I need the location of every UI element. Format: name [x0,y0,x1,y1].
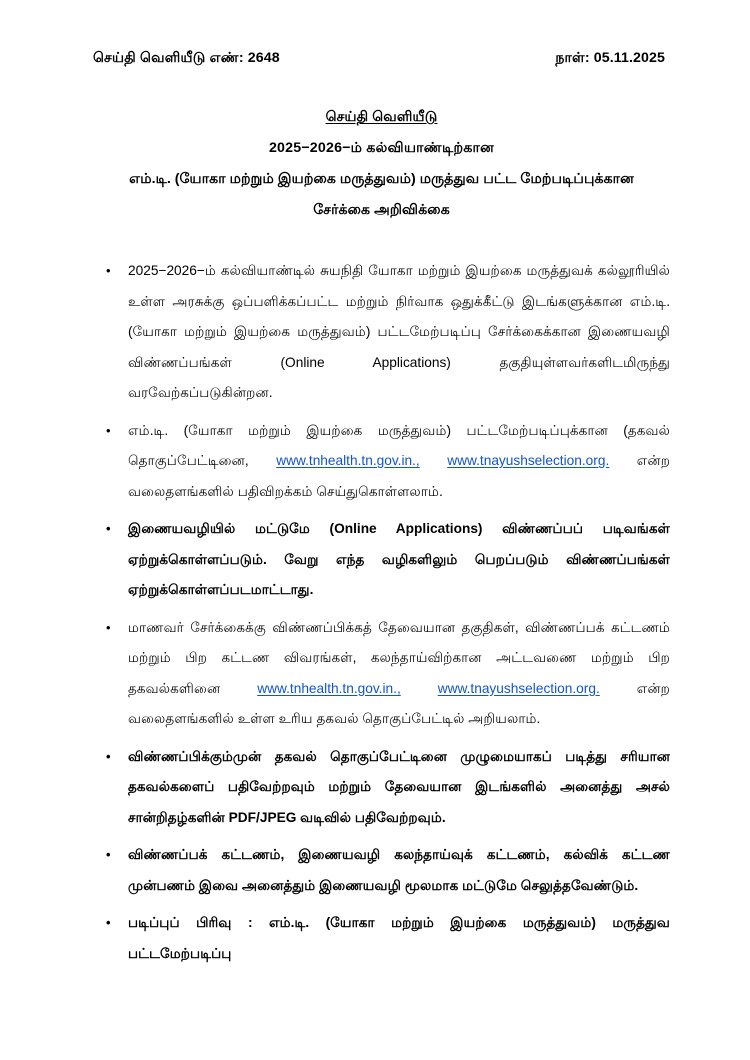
paragraph-text: 2025−2026−ம் கல்வியாண்டில் சுயநிதி யோகா மற்றும் இயற்கை மருத்துவக் கல்லூரியில் உள்ள அரசுக்கு ஒப்பளிக்கப்பட்ட மற்றும் நிர்வாக ஒதுக்கீட்டு இடங்களுக்கான எம்.டி. (யோகா மற்றும் இயற்கை மருத்துவம்) பட்டமேற்படிப்பு சேர்க்கைக்கான இணையவழி விண்ணப்பங்கள் (Online Applications) தகுதியுள்ளவர்களிடமிருந்து வரவேற்கப்படுகின்றன. [128,263,670,400]
bullet-marker-icon: • [106,847,111,862]
paragraph-text: எம்.டி. (யோகா மற்றும் இயற்கை மருத்துவம்) பட்டமேற்படிப்புக்கான (தகவல் தொகுப்பேட்டினை, [128,422,670,468]
bullet-read-before-apply [93,742,670,834]
release-date: நாள்: 05.11.2025 [555,50,665,66]
external-link[interactable]: www.tnhealth.tn.gov.in., [257,680,401,696]
bullet-marker-icon: • [106,915,111,930]
bullet-marker-icon: • [106,619,111,635]
page-title: செய்தி வெளியீடு [325,109,438,125]
bullet-online-only [93,514,670,606]
bullet-marker-icon: • [106,263,111,278]
external-link[interactable]: www.tnayushselection.org. [437,680,600,696]
title-notification-line: சேர்க்கை அறிவிக்கை [313,202,450,218]
bullet-marker-icon: • [106,521,111,536]
bullet-fee-online [93,840,670,901]
bullet-eligibility-details [93,613,670,735]
external-link[interactable]: www.tnayushselection.org. [447,453,610,468]
release-number: செய்தி வெளியீடு எண்: 2648 [93,50,280,66]
bullet-marker-icon: • [106,422,111,438]
bullet-marker-icon: • [106,748,111,764]
paragraph-text: விண்ணப்பிக்கும்முன் தகவல் தொகுப்பேட்டினை முழுமையாகப் படித்து சரியான தகவல்களைப் பதிவேற்றவும் மற்றும் தேவையான இடங்களில் அனைத்து அசல் சான்றிதழ்களின் PDF/JPEG வடிவில் பதிவேற்றவும். [128,748,670,825]
paragraph-text: இணையவழியில் மட்டுமே (Online Applications) விண்ணப்பப் படிவங்கள் ஏற்றுக்கொள்ளப்படும். வேறு எந்த வழிகளிலும் பெறப்படும் விண்ணப்பங்கள் ஏற்றுக்கொள்ளப்படமாட்டாது. [128,521,670,597]
paragraph-text: என்ற வலைதளங்களில் உள்ள உரிய தகவல் தொகுப்பேட்டில் அறியலாம். [128,680,670,726]
bullet-prospectus-download [93,416,670,508]
document-header [93,50,670,68]
notice-bullet-list [93,256,670,969]
title-course-line: எம்.டி. (யோகா மற்றும் இயற்கை மருத்துவம்) மருத்துவ பட்ட மேற்படிப்புக்கான [129,171,634,187]
title-block [93,102,670,226]
paragraph-text: படிப்புப் பிரிவு : எம்.டி. (யோகா மற்றும் இயற்கை மருத்துவம்) மருத்துவ பட்டமேற்படிப்பு [128,915,670,961]
paragraph-text: என்ற வலைதளங்களில் பதிவிறக்கம் செய்துகொள்ளலாம். [128,453,671,499]
paragraph-text: மாணவர் சேர்க்கைக்கு விண்ணப்பிக்கத் தேவையான தகுதிகள், விண்ணப்பக் கட்டணம் மற்றும் பிற கட்டண விவரங்கள், கலந்தாய்விற்கான அட்டவணை மற்றும் பிற தகவல்களினை [128,619,670,696]
paragraph-text: விண்ணப்பக் கட்டணம், இணையவழி கலந்தாய்வுக் கட்டணம், கல்விக் கட்டண முன்பணம் இவை அனைத்தும் இணையவழி மூலமாக மட்டுமே செலுத்தவேண்டும். [128,847,670,893]
bullet-admissions-invited [93,256,670,409]
external-link[interactable]: www.tnhealth.tn.gov.in., [276,453,420,468]
bullet-course-division [93,908,670,969]
title-academic-year: 2025−2026−ம் கல்வியாண்டிற்கான [268,140,495,156]
